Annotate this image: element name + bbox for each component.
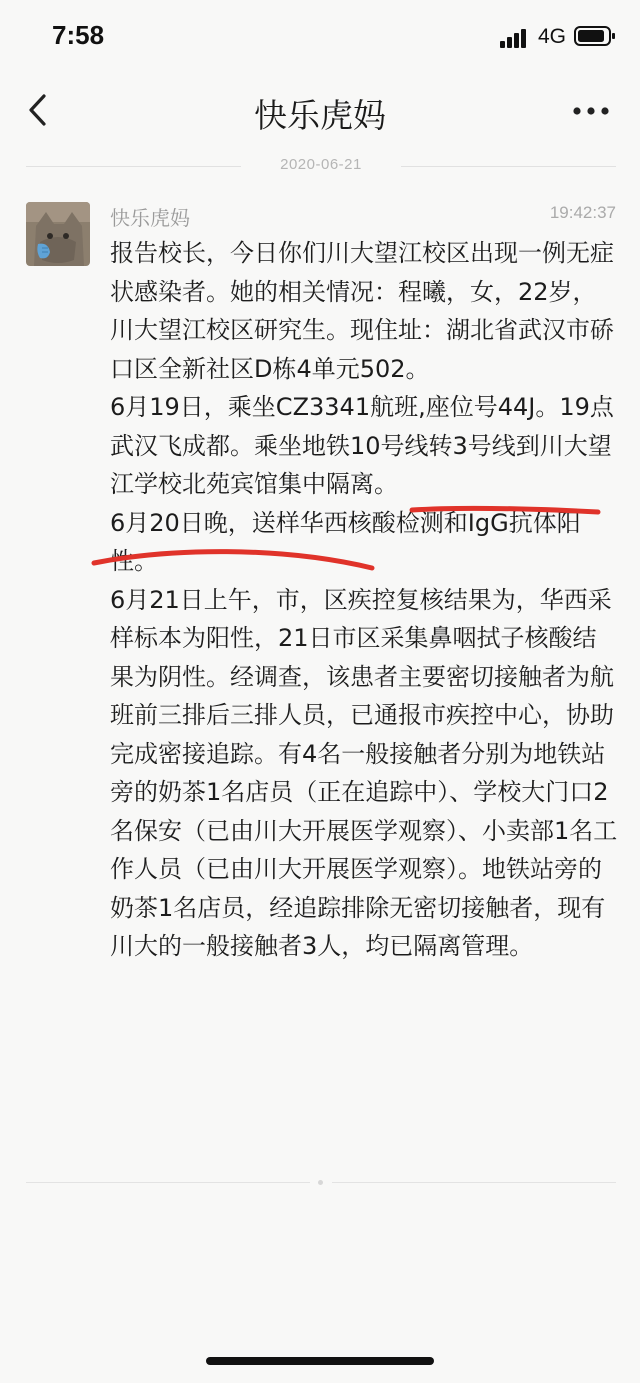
- cellular-signal-icon: [500, 28, 528, 48]
- message-paragraph: 6月21日上午，市，区疾控复核结果为，华西采样标本为阳性，21日市区采集鼻咽拭子核酸结果为阴性。经调查，该患者主要密切接触者为航班前三排后三排人员，已通报市疾控中心，协助完成密接追踪。有4名一般接触者分别为地铁站旁的奶茶1名店员（正在追踪中）、学校大门口2名保安（已由川大开展医学观察）、小卖部1名工作人员（已由川大开展医学观察）。地铁站旁的奶茶1名店员，经追踪排除无密切接触者，现有川大的一般接触者3人，均已隔离管理。: [110, 585, 618, 960]
- battery-icon: [574, 25, 616, 47]
- message-paragraph: 6月20日晚，送样华西核酸检测和IgG抗体阳性。: [110, 508, 581, 575]
- status-time: 7:58: [52, 20, 105, 50]
- sender-name: 快乐虎妈: [110, 206, 190, 230]
- more-options-icon[interactable]: [566, 96, 616, 126]
- page-title: 快乐虎妈: [254, 96, 386, 135]
- navigation-bar: [0, 76, 640, 146]
- message-paragraph: 6月19日，乘坐CZ3341航班,座位号44J。19点武汉飞成都。乘坐地铁10号线转3号线到川大望江学校北苑宾馆集中隔离。: [110, 393, 614, 498]
- avatar[interactable]: [26, 202, 90, 266]
- divider-line-right: [401, 166, 616, 167]
- date-label: 2020-06-21: [280, 156, 362, 173]
- message-paragraph: 报告校长，今日你们川大望江校区出现一例无症状感染者。她的相关情况：程曦，女，22岁，川大望江校区研究生。现住址：湖北省武汉市硚口区全新社区D栋4单元502。: [110, 239, 614, 383]
- bottom-divider: [26, 1180, 616, 1186]
- divider-line-right: [332, 1182, 616, 1183]
- status-bar: [0, 0, 640, 76]
- home-indicator[interactable]: [206, 1357, 434, 1365]
- divider-line-left: [26, 1182, 310, 1183]
- message-text[interactable]: [110, 234, 620, 966]
- message-time: 19:42:37: [549, 203, 616, 222]
- date-divider: [26, 154, 616, 178]
- message-item: [26, 200, 616, 1160]
- divider-dot: [318, 1180, 323, 1185]
- network-type: 4G: [538, 25, 567, 48]
